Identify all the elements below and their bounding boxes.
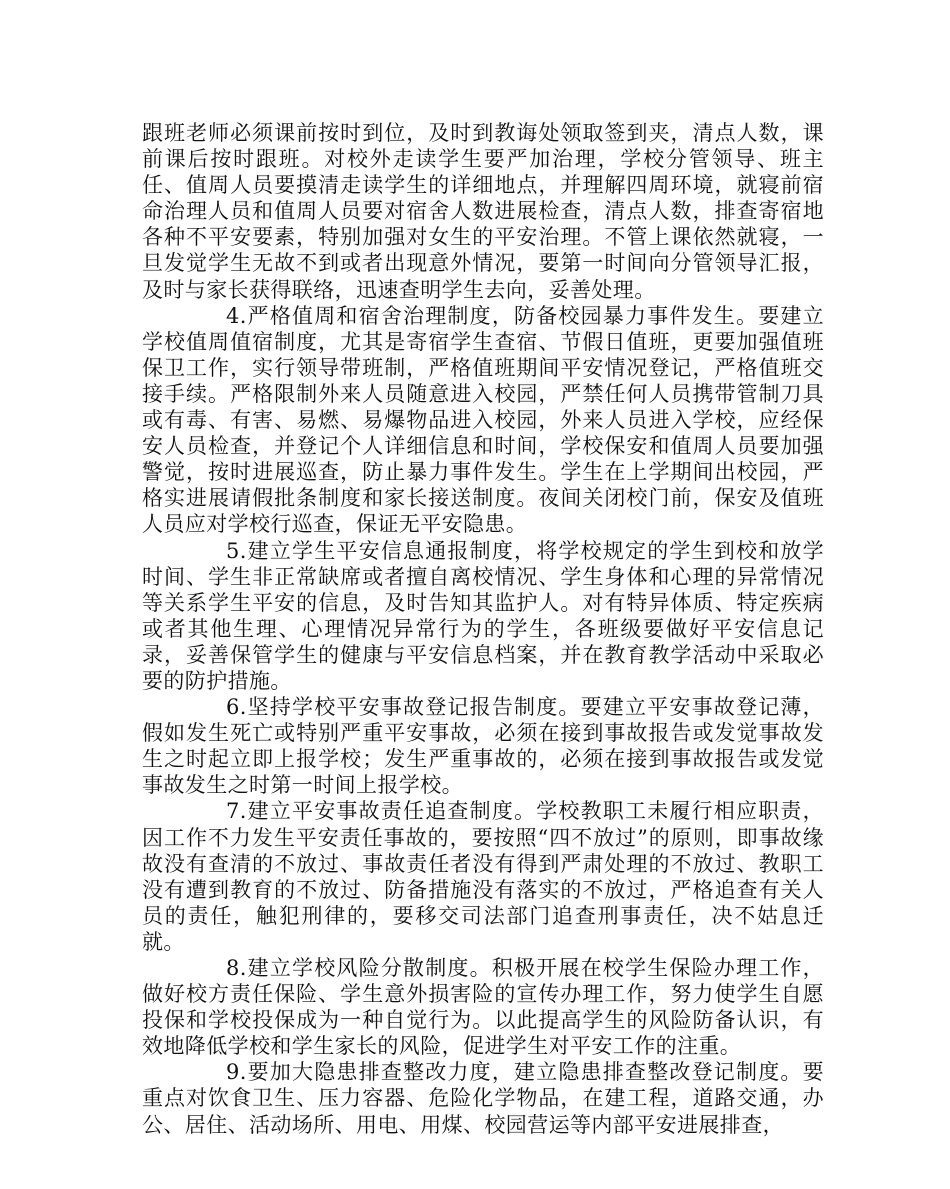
document-body (142, 120, 824, 1138)
paragraph-2: 4.严格值周和宿舍治理制度，防备校园暴力事件发生。要建立学校值周值宿制度，尤其是寄宿学生查宿、节假日值班，更要加强值班保卫工作，实行领导带班制，严格值班期间平安情况登记，严格值班交接手续。严格限制外来人员随意进入校园，严禁任何人员携带管制刀具或有毒、有害、易燃、易爆物品进入校园，外来人员进入学校，应经保安人员检查，并登记个人详细信息和时间，学校保安和值周人员要加强警觉，按时进展巡查，防止暴力事件发生。学生在上学期间出校园，严格实进展请假批条制度和家长接送制度。夜间关闭校门前，保安及值班人员应对学校行巡查，保证无平安隐患。 (142, 303, 824, 537)
paragraph-3: 5.建立学生平安信息通报制度，将学校规定的学生到校和放学时间、学生非正常缺席或者擅自离校情况、学生身体和心理的异常情况等关系学生平安的信息，及时告知其监护人。对有特异体质、特定疾病或者其他生理、心理情况异常行为的学生，各班级要做好平安信息记录，妥善保管学生的健康与平安信息档案，并在教育教学活动中采取必要的防护措施。 (142, 538, 824, 693)
paragraph-6: 8.建立学校风险分散制度。积极开展在校学生保险办理工作，做好校方责任保险、学生意外损害险的宣传办理工作，努力使学生自愿投保和学校投保成为一种自觉行为。以此提高学生的风险防备认识，有效地降低学校和学生家长的风险，促进学生对平安工作的注重。 (142, 956, 824, 1059)
paragraph-1: 跟班老师必须课前按时到位，及时到教诲处领取签到夹，清点人数，课前课后按时跟班。对校外走读学生要严加治理，学校分管领导、班主任、值周人员要摸清走读学生的详细地点，并理解四周环境，就寝前宿命治理人员和值周人员要对宿舍人数进展检查，清点人数，排查寄宿地各种不平安要素，特别加强对女生的平安治理。不管上课依然就寝，一旦发觉学生无故不到或者出现意外情况，要第一时间向分管领导汇报，及时与家长获得联络，迅速查明学生去向，妥善处理。 (142, 121, 824, 302)
paragraph-7: 9.要加大隐患排查整改力度，建立隐患排查整改登记制度。要重点对饮食卫生、压力容器、危险化学物品，在建工程，道路交通，办公、居住、活动场所、用电、用煤、校园营运等内部平安进展排查， (142, 1060, 824, 1137)
paragraph-5: 7.建立平安事故责任追查制度。学校教职工未履行相应职责，因工作不力发生平安责任事故的，要按照“四不放过”的原则，即事故缘故没有查清的不放过、事故责任者没有得到严肃处理的不放过、教职工没有遭到教育的不放过、防备措施没有落实的不放过，严格追查有关人员的责任，触犯刑律的，要移交司法部门追查刑事责任，决不姑息迁就。 (142, 799, 824, 954)
paragraph-4: 6.坚持学校平安事故登记报告制度。要建立平安事故登记薄，假如发生死亡或特别严重平安事故，必须在接到事故报告或发觉事故发生之时起立即上报学校；发生严重事故的，必须在接到事故报告或发觉事故发生之时第一时间上报学校。 (142, 695, 824, 798)
